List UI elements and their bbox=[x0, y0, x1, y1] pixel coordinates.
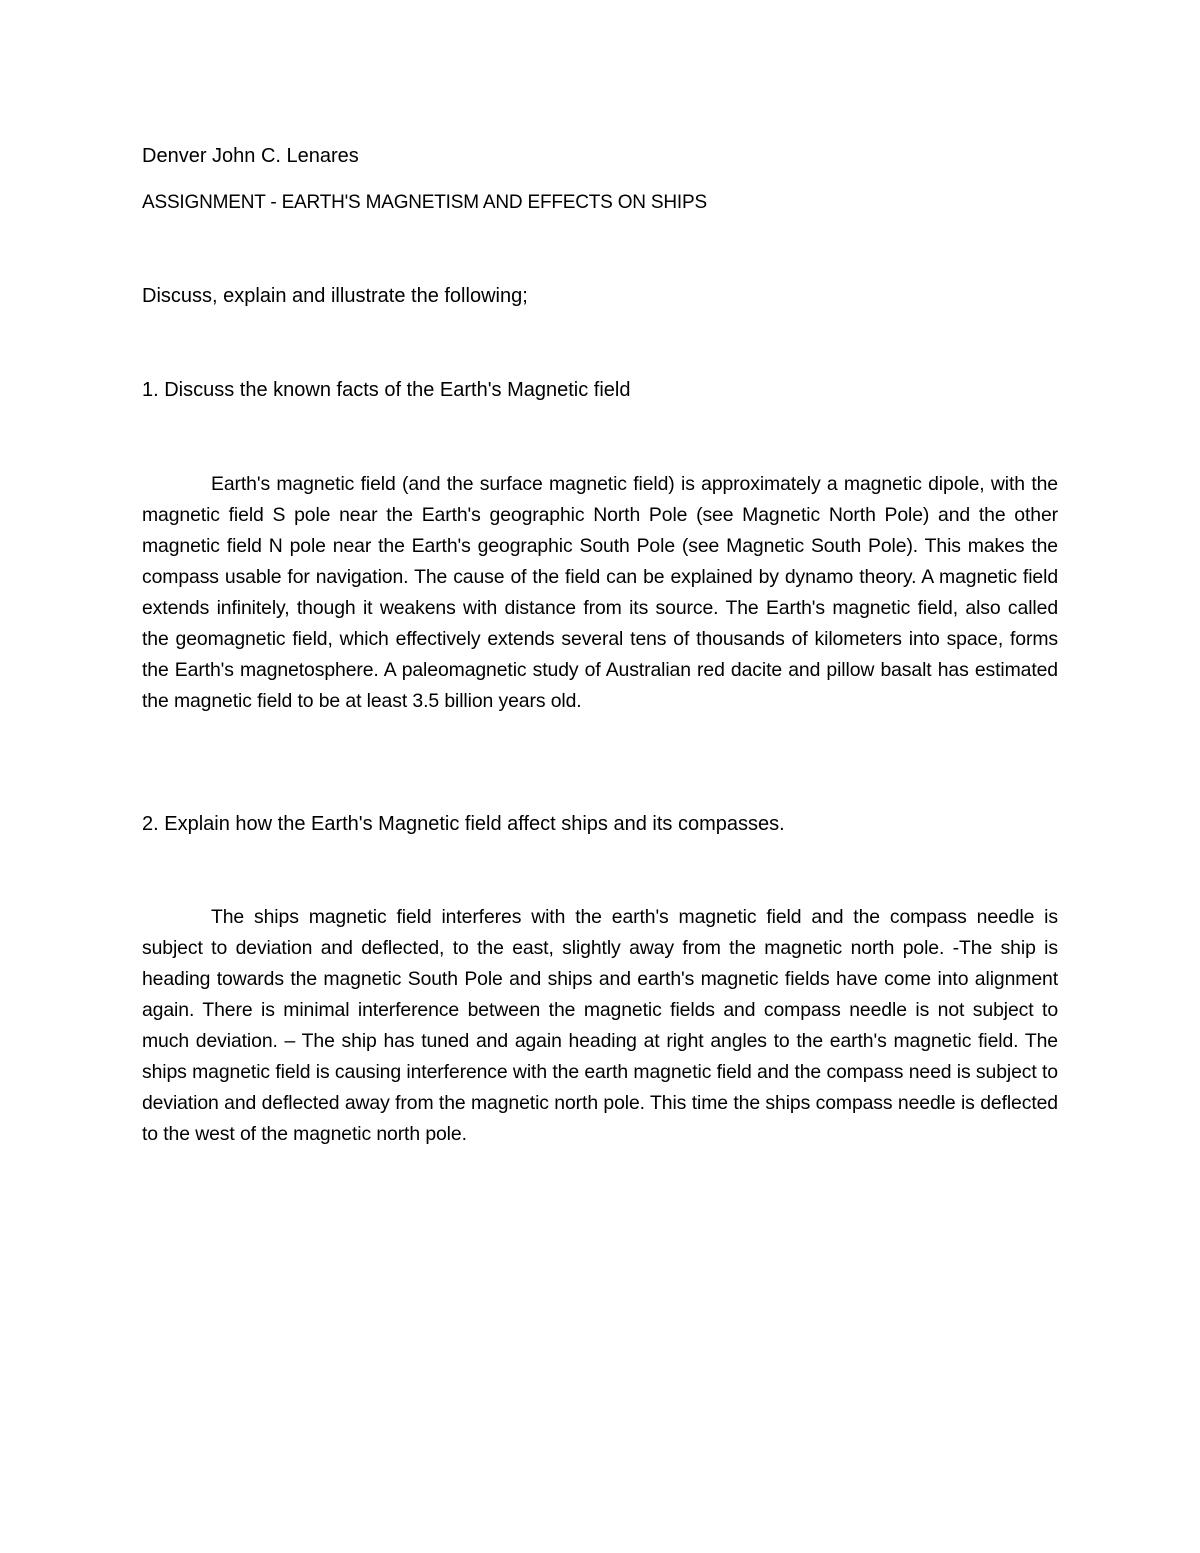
question-1-heading: 1. Discuss the known facts of the Earth's Magnetic field bbox=[142, 379, 631, 401]
instruction-text: Discuss, explain and illustrate the following; bbox=[142, 285, 528, 307]
assignment-title: ASSIGNMENT - EARTH'S MAGNETISM AND EFFECTS ON SHIPS bbox=[142, 192, 707, 213]
question-2-answer: The ships magnetic field interferes with the earth's magnetic field and the compass needle is subject to deviation and deflected, to the east, slightly away from the magnetic north pole. -The ship is heading towards the magnetic South Pole and ships and earth's magnetic fields have come into alignment again. There is minimal interference between the magnetic fields and compass needle is not subject to much deviation. – The ship has tuned and again heading at right angles to the earth's magnetic field. The ships magnetic field is causing interference with the earth magnetic field and the compass need is subject to deviation and deflected away from the magnetic north pole. This time the ships compass needle is deflected to the west of the magnetic north pole. bbox=[142, 906, 1058, 1145]
question-2-heading: 2. Explain how the Earth's Magnetic field affect ships and its compasses. bbox=[142, 813, 785, 835]
question-1-answer: Earth's magnetic field (and the surface magnetic field) is approximately a magnetic dipole, with the magnetic field S pole near the Earth's geographic North Pole (see Magnetic North Pole) and the other magnetic field N pole near the Earth's geographic South Pole (see Magnetic South Pole). This makes the compass usable for navigation. The cause of the field can be explained by dynamo theory. A magnetic field extends infinitely, though it weakens with distance from its source. The Earth's magnetic field, also called the geomagnetic field, which effectively extends several tens of thousands of kilometers into space, forms the Earth's magnetosphere. A paleomagnetic study of Australian red dacite and pillow basalt has estimated the magnetic field to be at least 3.5 billion years old. bbox=[142, 473, 1058, 712]
author-name: Denver John C. Lenares bbox=[142, 145, 359, 167]
